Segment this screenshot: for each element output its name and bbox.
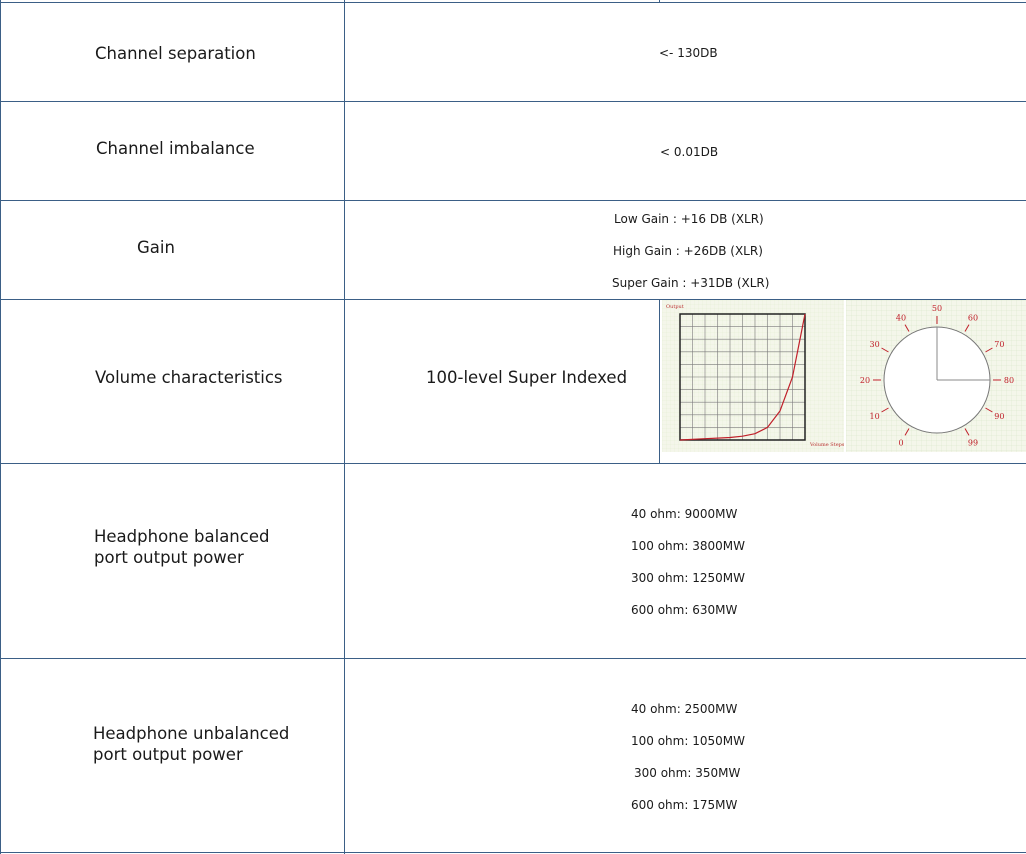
spec-value-balanced-600: 600 ohm: 630MW (631, 603, 738, 617)
curve-ylabel: Output (666, 304, 684, 310)
table-border-left (0, 0, 1, 854)
dial-tick-label: 90 (994, 412, 1005, 421)
spec-value-gain-low: Low Gain : +16 DB (XLR) (614, 212, 764, 226)
dial-tick-label: 20 (859, 376, 871, 385)
spec-label-volume-characteristics: Volume characteristics (95, 368, 283, 387)
dial-tick-label: 60 (967, 313, 979, 323)
spec-label-channel-imbalance: Channel imbalance (96, 139, 255, 158)
spec-value-channel-imbalance: < 0.01DB (660, 145, 719, 159)
spec-value-balanced-300: 300 ohm: 1250MW (631, 571, 745, 585)
spec-label-channel-separation: Channel separation (95, 44, 256, 63)
spec-value-unbalanced-300: 300 ohm: 350MW (634, 766, 741, 780)
spec-value-unbalanced-40: 40 ohm: 2500MW (631, 702, 738, 716)
spec-value-channel-separation: <- 130DB (659, 46, 718, 60)
row-divider (0, 463, 1026, 464)
row-divider (0, 2, 1026, 3)
dial-tick-label: 40 (895, 313, 907, 323)
volume-dial (846, 300, 1026, 452)
dial-tick-label: 70 (994, 340, 1005, 349)
curve-xlabel: Volume Steps (810, 442, 844, 448)
spec-label-balanced-power: port output power (94, 548, 244, 567)
dial-tick-label: 80 (1003, 376, 1015, 385)
spec-label-unbalanced-power: Headphone unbalanced (93, 724, 290, 743)
spec-label-balanced-power: Headphone balanced (94, 527, 270, 546)
table-border-vol-split (659, 300, 660, 463)
row-divider (0, 658, 1026, 659)
spec-value-gain-super: Super Gain : +31DB (XLR) (612, 276, 770, 290)
row-divider (0, 101, 1026, 102)
dial-tick-label: 50 (931, 304, 943, 313)
spec-value-unbalanced-100: 100 ohm: 1050MW (631, 734, 745, 748)
row-divider (0, 200, 1026, 201)
spec-label-gain: Gain (137, 238, 175, 257)
spec-value-balanced-40: 40 ohm: 9000MW (631, 507, 738, 521)
spec-label-unbalanced-power: port output power (93, 745, 243, 764)
row-divider (0, 852, 1026, 853)
dial-tick-label: 0 (898, 438, 904, 448)
volume-curve-chart (662, 300, 844, 452)
dial-tick-label: 10 (869, 412, 880, 421)
spec-value-unbalanced-600: 600 ohm: 175MW (631, 798, 738, 812)
dial-tick-label: 99 (967, 438, 979, 448)
spec-value-balanced-100: 100 ohm: 3800MW (631, 539, 745, 553)
spec-value-volume-characteristics: 100-level Super Indexed (426, 368, 628, 387)
dial-tick-label: 30 (869, 340, 880, 349)
table-border-mid (344, 0, 345, 854)
spec-value-gain-high: High Gain : +26DB (XLR) (613, 244, 763, 258)
